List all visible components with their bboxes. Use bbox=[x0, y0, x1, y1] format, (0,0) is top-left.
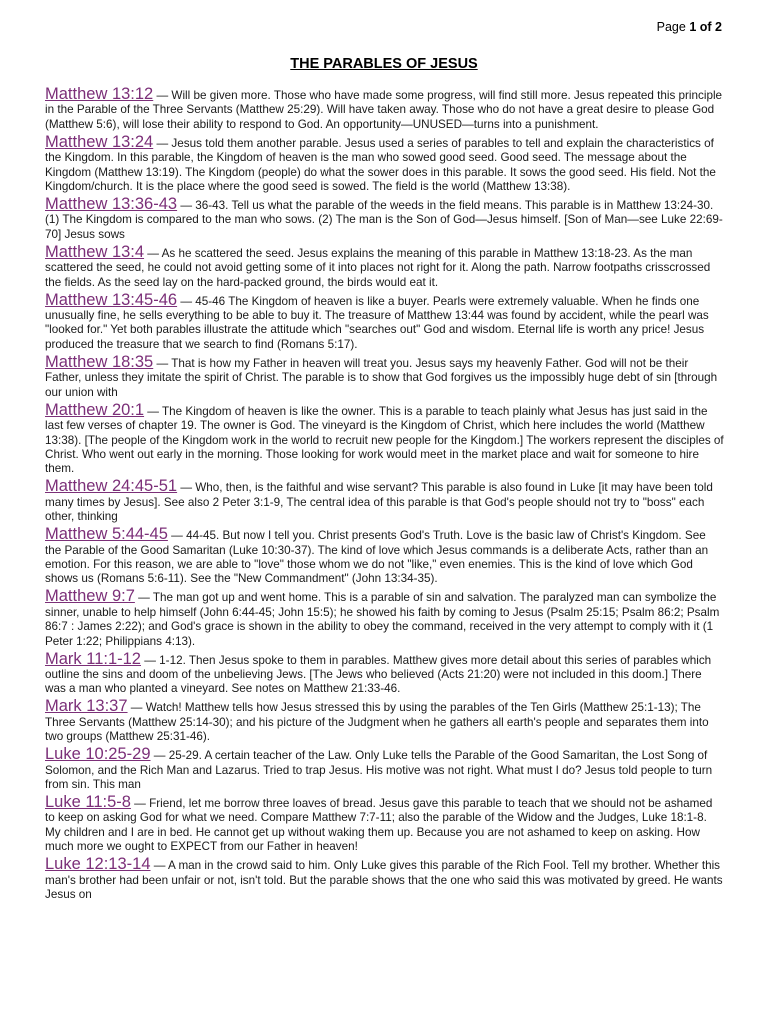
entry-text: — 44-45. But now I tell you. Christ presents God's Truth. Love is the basic law of Christ's Kingdom. See the Parable of the Good Samaritan (Luke 10:30-37). The kind of love which Jesus commands is a deliberate Acts, rather than an emotion. For this reason, we are able to "love" those whom we do not "like," even enemies. This is the kind of love which God shows us (Romans 5:6-11). See the "New Commandment" (John 13:34-35). bbox=[45, 529, 709, 586]
entry-luke-12-13-14 bbox=[45, 857, 725, 902]
entry-text: — A man in the crowd said to him. Only Luke gives this parable of the Rich Fool. Tell my brother. Whether this man's brother had been unfair or not, isn't told. But the parable shows that the one who said this was motivated by greed. He wants Jesus on bbox=[45, 859, 723, 902]
scripture-reference: Matthew 13:24 bbox=[45, 132, 154, 151]
page-number: Page 1 of 2 bbox=[656, 20, 722, 34]
entry-text: — Watch! Matthew tells how Jesus stressed this by using the parables of the Ten Girls (Matthew 25:1-13); The Three Servants (Matthew 25:14-30); and his picture of the Judgment when he gathers all earth's people and separates them into two groups (Matthew 25:31-46). bbox=[45, 701, 709, 744]
entry-mark-13-37 bbox=[45, 699, 725, 744]
entry-matthew-18-35 bbox=[45, 352, 725, 400]
entry-matthew-13-36-43 bbox=[45, 197, 725, 242]
entry-matthew-13-4 bbox=[45, 242, 725, 290]
entry-text: — 36-43. Tell us what the parable of the weeds in the field means. This parable is in Matthew 13:24-30. (1) The Kingdom is compared to the man who sows. (2) The man is the Son of God—Jesus himself. [Son of Man—see Luke 22:69-70] Jesus sows bbox=[45, 199, 723, 241]
entry-text: — Jesus told them another parable. Jesus used a series of parables to tell and explain the characteristics of the Kingdom. In this parable, the Kingdom of heaven is the man who sowed good seed. Good seed. The message about the Kingdom (Matthew 13:19). The Kingdom (people) do what the sower does in this parable. It sows the good seed. His field. Not the Kingdom/church. It is the place where the good seed is sowed. The field is the world (Matthew 13:38). bbox=[45, 136, 716, 194]
scripture-reference: Luke 11:5-8 bbox=[45, 793, 131, 811]
entry-text: — Will be given more. Those who have made some progress, will find still more. Jesus repeated this principle in the Parable of the Three Servants (Matthew 25:29). Will have taken away. Those who do not have a great desire to please God (Matthew 5:6), will lose their ability to respond to God. An opportunity—UNUSED—turns into a punishment. bbox=[45, 89, 723, 131]
scripture-reference: Matthew 13:12 bbox=[45, 85, 154, 103]
entry-matthew-20-1 bbox=[45, 400, 725, 477]
entry-text: — 25-29. A certain teacher of the Law. Only Luke tells the Parable of the Good Samaritan, the Lost Song of Solomon, and the Rich Man and Lazarus. Tried to trap Jesus. His motive was not right. What must I do? Jesus told people to turn from sin. This man bbox=[45, 749, 713, 791]
scripture-reference: Matthew 20:1 bbox=[45, 400, 145, 419]
entry-luke-10-25-29 bbox=[45, 747, 725, 792]
scripture-reference: Matthew 9:7 bbox=[45, 587, 135, 606]
entry-text: — Who, then, is the faithful and wise servant? This parable is also found in Luke [it may have been told many times by Jesus]. See also 2 Peter 3:1-9, The central idea of this parable is that God's people should not try to "boss" each other, thinking bbox=[45, 481, 713, 524]
entry-text: — As he scattered the seed. Jesus explains the meaning of this parable in Matthew 13:18-23. As the man scattered the seed, he could not avoid getting some of it into places not right for it. Along the path. Narrow footpaths crisscrossed the fields. As the seed lay on the hard-packed ground, the birds would eat it. bbox=[45, 246, 711, 289]
entry-mark-11-1-12 bbox=[45, 649, 725, 697]
scripture-reference: Mark 13:37 bbox=[45, 697, 128, 716]
scripture-reference: Matthew 24:45-51 bbox=[45, 477, 178, 496]
entry-text: — 1-12. Then Jesus spoke to them in parables. Matthew gives more detail about this series of parables which outline the sins and doom of the unbelieving Jews. [The Jews who believed (Acts 21:20) were not included in this doom.] There was a man who planted a vineyard. See notes on Matthew 21:33-46. bbox=[45, 653, 712, 696]
entry-luke-11-5-8 bbox=[45, 795, 725, 855]
entry-matthew-13-45-46 bbox=[45, 290, 725, 353]
scripture-reference: Luke 12:13-14 bbox=[45, 855, 151, 874]
entry-text: — Friend, let me borrow three loaves of bread. Jesus gave this parable to teach that we should not be ashamed to keep on asking God for what we need. Compare Matthew 7:7-11; also the parable of the Widow and the Judges, Luke 18:1-8. My children and I are in bed. He cannot get up without waking them up. Because you are not ashamed to keep on asking. How much more we ought to EXPECT from our Father in heaven! bbox=[45, 797, 713, 854]
scripture-reference: Matthew 18:35 bbox=[45, 352, 154, 371]
scripture-reference: Matthew 13:4 bbox=[45, 242, 145, 261]
document-title: THE PARABLES OF JESUS bbox=[290, 56, 478, 72]
entry-matthew-9-7 bbox=[45, 589, 725, 649]
parables-list bbox=[45, 87, 725, 905]
entry-text: — That is how my Father in heaven will treat you. Jesus says my heavenly Father. God will not be their Father, unless they imitate the spirit of Christ. The parable is to show that God forgives us the impossibly huge debt of sin [through our union with bbox=[45, 356, 718, 399]
scripture-reference: Luke 10:25-29 bbox=[45, 745, 151, 764]
entry-matthew-13-24 bbox=[45, 132, 725, 195]
entry-matthew-13-12 bbox=[45, 87, 725, 132]
scripture-reference: Matthew 13:45-46 bbox=[45, 290, 178, 309]
scripture-reference: Matthew 5:44-45 bbox=[45, 525, 168, 544]
entry-text: — The Kingdom of heaven is like the owner. This is a parable to teach plainly what Jesus has just said in the last few verses of chapter 19. The owner is God. The vineyard is the Kingdom of Christ, which here includes the world (Matthew 13:38). [The people of the Kingdom work in the world to recruit new people for the Kingdom.] The workers represent the disciples of Christ. Who went out early in the morning. Those looking for work would meet in the market place and wait for someone to hire them. bbox=[45, 404, 724, 476]
entry-matthew-5-44-45 bbox=[45, 527, 725, 587]
scripture-reference: Mark 11:1-12 bbox=[45, 649, 141, 668]
entry-text: — 45-46 The Kingdom of heaven is like a buyer. Pearls were extremely valuable. When he finds one unusually fine, he sells everything to be able to buy it. The treasure of Matthew 13:44 was found by accident, while the pearl was "looked for." Yet both parables illustrate the attitude which "searches out" God and wisdom. Eternal life is worth any price! Jesus produced the treasure that we search to find (Romans 5:17). bbox=[45, 294, 709, 351]
scripture-reference: Matthew 13:36-43 bbox=[45, 195, 178, 214]
entry-matthew-24-45-51 bbox=[45, 479, 725, 524]
entry-text: — The man got up and went home. This is a parable of sin and salvation. The paralyzed man can symbolize the sinner, unable to help himself (John 6:44-45; John 15:5); he showed his faith by coming to Jesus (Psalm 25:15; Psalm 86:2; Psalm 86:7 : James 2:22); and God's grace is shown in the ability to obey the command, received in the very attempt to comply with it (1 Peter 1:22; Philippians 4:13). bbox=[45, 591, 720, 648]
